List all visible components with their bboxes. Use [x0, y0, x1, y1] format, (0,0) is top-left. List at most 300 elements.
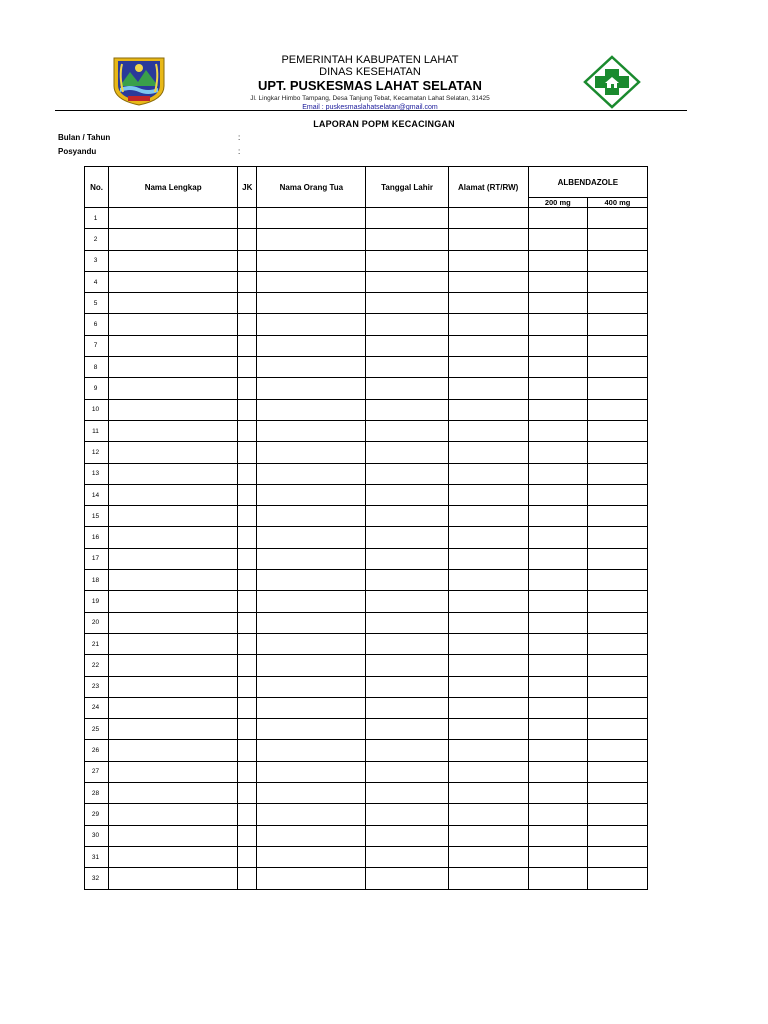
cell-200mg[interactable]: [528, 591, 587, 612]
row-number: 18: [85, 570, 109, 591]
cell-tanggal-lahir[interactable]: [366, 527, 448, 548]
cell-nama-orang-tua[interactable]: [257, 484, 366, 505]
cell-nama-orang-tua[interactable]: [257, 250, 366, 271]
table-row: [85, 442, 648, 463]
row-number: 32: [85, 868, 109, 889]
cell-nama-orang-tua[interactable]: [257, 527, 366, 548]
cell-200mg[interactable]: [528, 378, 587, 399]
cell-nama-orang-tua[interactable]: [257, 506, 366, 527]
cell-alamat[interactable]: [448, 868, 528, 889]
cell-tanggal-lahir[interactable]: [366, 442, 448, 463]
cell-tanggal-lahir[interactable]: [366, 846, 448, 867]
cell-alamat[interactable]: [448, 612, 528, 633]
cell-nama-orang-tua[interactable]: [257, 740, 366, 761]
table-row: [85, 314, 648, 335]
cell-nama-orang-tua[interactable]: [257, 208, 366, 229]
cell-tanggal-lahir[interactable]: [366, 420, 448, 441]
cell-200mg[interactable]: [528, 335, 587, 356]
cell-400mg[interactable]: [587, 484, 647, 505]
cell-400mg[interactable]: [587, 229, 647, 250]
cell-nama-orang-tua[interactable]: [257, 399, 366, 420]
cell-nama-lengkap[interactable]: [109, 804, 238, 825]
table-row: [85, 655, 648, 676]
cell-nama-lengkap[interactable]: [109, 591, 238, 612]
kabupaten-lahat-emblem-icon: [110, 56, 168, 106]
cell-nama-orang-tua[interactable]: [257, 548, 366, 569]
cell-nama-orang-tua[interactable]: [257, 719, 366, 740]
cell-nama-orang-tua[interactable]: [257, 314, 366, 335]
cell-tanggal-lahir[interactable]: [366, 357, 448, 378]
table-body: [85, 208, 648, 890]
cell-jk[interactable]: [238, 314, 257, 335]
field-label: Posyandu: [58, 147, 97, 156]
cell-jk[interactable]: [238, 229, 257, 250]
cell-nama-orang-tua[interactable]: [257, 357, 366, 378]
col-header-no: No.: [85, 167, 109, 208]
cell-tanggal-lahir[interactable]: [366, 633, 448, 654]
cell-jk[interactable]: [238, 633, 257, 654]
cell-nama-lengkap[interactable]: [109, 250, 238, 271]
row-number: 9: [85, 378, 109, 399]
cell-nama-lengkap[interactable]: [109, 761, 238, 782]
agency-name: DINAS KESEHATAN: [319, 66, 421, 78]
table-row: [85, 271, 648, 292]
cell-alamat[interactable]: [448, 484, 528, 505]
cell-jk[interactable]: [238, 804, 257, 825]
cell-alamat[interactable]: [448, 527, 528, 548]
cell-alamat[interactable]: [448, 719, 528, 740]
cell-alamat[interactable]: [448, 570, 528, 591]
cell-tanggal-lahir[interactable]: [366, 484, 448, 505]
cell-jk[interactable]: [238, 655, 257, 676]
table-row: [85, 846, 648, 867]
cell-alamat[interactable]: [448, 804, 528, 825]
cell-jk[interactable]: [238, 335, 257, 356]
cell-400mg[interactable]: [587, 314, 647, 335]
table-row: [85, 229, 648, 250]
cell-200mg[interactable]: [528, 484, 587, 505]
cell-jk[interactable]: [238, 783, 257, 804]
cell-jk[interactable]: [238, 506, 257, 527]
table-row: [85, 591, 648, 612]
row-number: 12: [85, 442, 109, 463]
cell-400mg[interactable]: [587, 293, 647, 314]
cell-200mg[interactable]: [528, 612, 587, 633]
cell-tanggal-lahir[interactable]: [366, 314, 448, 335]
row-number: 31: [85, 846, 109, 867]
cell-alamat[interactable]: [448, 357, 528, 378]
cell-nama-lengkap[interactable]: [109, 548, 238, 569]
table-row: [85, 484, 648, 505]
cell-nama-lengkap[interactable]: [109, 570, 238, 591]
cell-jk[interactable]: [238, 484, 257, 505]
field-separator: :: [238, 147, 241, 156]
cell-nama-orang-tua[interactable]: [257, 271, 366, 292]
table-row: [85, 399, 648, 420]
cell-200mg[interactable]: [528, 804, 587, 825]
cell-nama-lengkap[interactable]: [109, 271, 238, 292]
cell-nama-lengkap[interactable]: [109, 335, 238, 356]
cell-nama-orang-tua[interactable]: [257, 229, 366, 250]
table-row: [85, 804, 648, 825]
row-number: 26: [85, 740, 109, 761]
cell-jk[interactable]: [238, 442, 257, 463]
cell-400mg[interactable]: [587, 676, 647, 697]
row-number: 28: [85, 783, 109, 804]
cell-400mg[interactable]: [587, 506, 647, 527]
cell-nama-orang-tua[interactable]: [257, 442, 366, 463]
cell-nama-lengkap[interactable]: [109, 783, 238, 804]
row-number: 3: [85, 250, 109, 271]
cell-jk[interactable]: [238, 399, 257, 420]
cell-tanggal-lahir[interactable]: [366, 335, 448, 356]
cell-200mg[interactable]: [528, 868, 587, 889]
cell-tanggal-lahir[interactable]: [366, 740, 448, 761]
cell-400mg[interactable]: [587, 591, 647, 612]
cell-nama-lengkap[interactable]: [109, 484, 238, 505]
cell-alamat[interactable]: [448, 783, 528, 804]
letterhead: [0, 0, 768, 112]
cell-tanggal-lahir[interactable]: [366, 804, 448, 825]
cell-400mg[interactable]: [587, 399, 647, 420]
cell-jk[interactable]: [238, 612, 257, 633]
cell-jk[interactable]: [238, 420, 257, 441]
cell-nama-lengkap[interactable]: [109, 399, 238, 420]
cell-jk[interactable]: [238, 676, 257, 697]
table-row: [85, 250, 648, 271]
cell-tanggal-lahir[interactable]: [366, 676, 448, 697]
cell-200mg[interactable]: [528, 655, 587, 676]
table-row: [85, 527, 648, 548]
cell-400mg[interactable]: [587, 463, 647, 484]
cell-tanggal-lahir[interactable]: [366, 229, 448, 250]
cell-tanggal-lahir[interactable]: [366, 378, 448, 399]
table-row: [85, 697, 648, 718]
cell-400mg[interactable]: [587, 633, 647, 654]
cell-nama-orang-tua[interactable]: [257, 612, 366, 633]
cell-alamat[interactable]: [448, 208, 528, 229]
table-row: [85, 719, 648, 740]
cell-nama-orang-tua[interactable]: [257, 761, 366, 782]
col-header-tanggal-lahir: Tanggal Lahir: [366, 167, 448, 208]
row-number: 6: [85, 314, 109, 335]
col-header-alamat: Alamat (RT/RW): [448, 167, 528, 208]
cell-200mg[interactable]: [528, 271, 587, 292]
cell-alamat[interactable]: [448, 293, 528, 314]
cell-400mg[interactable]: [587, 846, 647, 867]
cell-200mg[interactable]: [528, 570, 587, 591]
cell-jk[interactable]: [238, 761, 257, 782]
table-row: [85, 378, 648, 399]
cell-nama-orang-tua[interactable]: [257, 804, 366, 825]
row-number: 11: [85, 420, 109, 441]
cell-nama-orang-tua[interactable]: [257, 570, 366, 591]
cell-nama-lengkap[interactable]: [109, 442, 238, 463]
puskesmas-cross-icon: [583, 55, 641, 109]
cell-nama-orang-tua[interactable]: [257, 293, 366, 314]
table-row: [85, 740, 648, 761]
cell-200mg[interactable]: [528, 761, 587, 782]
cell-200mg[interactable]: [528, 846, 587, 867]
cell-200mg[interactable]: [528, 740, 587, 761]
cell-200mg[interactable]: [528, 527, 587, 548]
table-row: [85, 612, 648, 633]
cell-nama-orang-tua[interactable]: [257, 378, 366, 399]
cell-tanggal-lahir[interactable]: [366, 570, 448, 591]
row-number: 16: [85, 527, 109, 548]
row-number: 23: [85, 676, 109, 697]
cell-tanggal-lahir[interactable]: [366, 208, 448, 229]
cell-tanggal-lahir[interactable]: [366, 825, 448, 846]
cell-nama-lengkap[interactable]: [109, 825, 238, 846]
cell-400mg[interactable]: [587, 250, 647, 271]
cell-nama-orang-tua[interactable]: [257, 846, 366, 867]
cell-jk[interactable]: [238, 868, 257, 889]
col-header-nama-orang-tua: Nama Orang Tua: [257, 167, 366, 208]
cell-400mg[interactable]: [587, 804, 647, 825]
cell-400mg[interactable]: [587, 442, 647, 463]
row-number: 22: [85, 655, 109, 676]
table-row: [85, 868, 648, 889]
cell-nama-orang-tua[interactable]: [257, 868, 366, 889]
row-number: 4: [85, 271, 109, 292]
cell-tanggal-lahir[interactable]: [366, 591, 448, 612]
cell-nama-lengkap[interactable]: [109, 314, 238, 335]
cell-alamat[interactable]: [448, 633, 528, 654]
cell-nama-lengkap[interactable]: [109, 527, 238, 548]
cell-400mg[interactable]: [587, 420, 647, 441]
cell-tanggal-lahir[interactable]: [366, 783, 448, 804]
cell-400mg[interactable]: [587, 570, 647, 591]
cell-alamat[interactable]: [448, 335, 528, 356]
cell-400mg[interactable]: [587, 527, 647, 548]
table-row: [85, 293, 648, 314]
row-number: 19: [85, 591, 109, 612]
cell-nama-orang-tua[interactable]: [257, 655, 366, 676]
cell-400mg[interactable]: [587, 655, 647, 676]
col-header-200mg: 200 mg: [528, 198, 587, 208]
cell-alamat[interactable]: [448, 463, 528, 484]
cell-tanggal-lahir[interactable]: [366, 506, 448, 527]
cell-alamat[interactable]: [448, 399, 528, 420]
cell-jk[interactable]: [238, 527, 257, 548]
row-number: 15: [85, 506, 109, 527]
cell-tanggal-lahir[interactable]: [366, 463, 448, 484]
cell-jk[interactable]: [238, 271, 257, 292]
cell-nama-lengkap[interactable]: [109, 846, 238, 867]
cell-nama-lengkap[interactable]: [109, 378, 238, 399]
row-number: 30: [85, 825, 109, 846]
cell-400mg[interactable]: [587, 208, 647, 229]
cell-200mg[interactable]: [528, 548, 587, 569]
row-number: 20: [85, 612, 109, 633]
table-row: [85, 506, 648, 527]
cell-400mg[interactable]: [587, 825, 647, 846]
row-number: 10: [85, 399, 109, 420]
cell-nama-lengkap[interactable]: [109, 208, 238, 229]
cell-400mg[interactable]: [587, 548, 647, 569]
cell-alamat[interactable]: [448, 314, 528, 335]
row-number: 14: [85, 484, 109, 505]
cell-200mg[interactable]: [528, 399, 587, 420]
cell-tanggal-lahir[interactable]: [366, 271, 448, 292]
cell-400mg[interactable]: [587, 357, 647, 378]
cell-200mg[interactable]: [528, 314, 587, 335]
col-header-albendazole: ALBENDAZOLE: [528, 167, 647, 198]
cell-tanggal-lahir[interactable]: [366, 250, 448, 271]
cell-nama-lengkap[interactable]: [109, 293, 238, 314]
cell-200mg[interactable]: [528, 208, 587, 229]
cell-alamat[interactable]: [448, 378, 528, 399]
cell-nama-lengkap[interactable]: [109, 463, 238, 484]
cell-200mg[interactable]: [528, 676, 587, 697]
cell-200mg[interactable]: [528, 783, 587, 804]
cell-nama-lengkap[interactable]: [109, 357, 238, 378]
cell-alamat[interactable]: [448, 420, 528, 441]
cell-jk[interactable]: [238, 250, 257, 271]
cell-400mg[interactable]: [587, 761, 647, 782]
cell-400mg[interactable]: [587, 719, 647, 740]
cell-nama-lengkap[interactable]: [109, 420, 238, 441]
cell-nama-orang-tua[interactable]: [257, 420, 366, 441]
table-row: [85, 357, 648, 378]
field-posyandu: [58, 147, 241, 156]
cell-400mg[interactable]: [587, 868, 647, 889]
col-header-400mg: 400 mg: [587, 198, 647, 208]
cell-alamat[interactable]: [448, 442, 528, 463]
cell-jk[interactable]: [238, 846, 257, 867]
cell-400mg[interactable]: [587, 612, 647, 633]
cell-400mg[interactable]: [587, 783, 647, 804]
cell-jk[interactable]: [238, 208, 257, 229]
cell-nama-lengkap[interactable]: [109, 740, 238, 761]
cell-nama-lengkap[interactable]: [109, 506, 238, 527]
cell-jk[interactable]: [238, 591, 257, 612]
cell-nama-lengkap[interactable]: [109, 229, 238, 250]
cell-200mg[interactable]: [528, 633, 587, 654]
cell-400mg[interactable]: [587, 335, 647, 356]
cell-nama-orang-tua[interactable]: [257, 463, 366, 484]
cell-tanggal-lahir[interactable]: [366, 548, 448, 569]
cell-nama-lengkap[interactable]: [109, 697, 238, 718]
letterhead-divider: [55, 110, 687, 111]
cell-alamat[interactable]: [448, 229, 528, 250]
cell-jk[interactable]: [238, 548, 257, 569]
field-separator: :: [238, 133, 241, 142]
row-number: 24: [85, 697, 109, 718]
cell-200mg[interactable]: [528, 463, 587, 484]
cell-jk[interactable]: [238, 570, 257, 591]
cell-400mg[interactable]: [587, 378, 647, 399]
cell-jk[interactable]: [238, 293, 257, 314]
cell-nama-lengkap[interactable]: [109, 719, 238, 740]
row-number: 2: [85, 229, 109, 250]
table-row: [85, 570, 648, 591]
cell-nama-lengkap[interactable]: [109, 612, 238, 633]
cell-alamat[interactable]: [448, 846, 528, 867]
email-link[interactable]: Email : puskesmaslahatselatan@gmail.com: [302, 104, 438, 111]
cell-nama-orang-tua[interactable]: [257, 783, 366, 804]
cell-nama-lengkap[interactable]: [109, 868, 238, 889]
cell-nama-orang-tua[interactable]: [257, 591, 366, 612]
cell-jk[interactable]: [238, 740, 257, 761]
cell-alamat[interactable]: [448, 825, 528, 846]
cell-alamat[interactable]: [448, 271, 528, 292]
cell-200mg[interactable]: [528, 420, 587, 441]
cell-alamat[interactable]: [448, 676, 528, 697]
cell-jk[interactable]: [238, 357, 257, 378]
cell-200mg[interactable]: [528, 229, 587, 250]
cell-jk[interactable]: [238, 719, 257, 740]
cell-jk[interactable]: [238, 378, 257, 399]
cell-alamat[interactable]: [448, 506, 528, 527]
cell-200mg[interactable]: [528, 293, 587, 314]
cell-200mg[interactable]: [528, 250, 587, 271]
row-number: 13: [85, 463, 109, 484]
cell-nama-orang-tua[interactable]: [257, 676, 366, 697]
cell-200mg[interactable]: [528, 506, 587, 527]
row-number: 7: [85, 335, 109, 356]
institution-name: UPT. PUSKESMAS LAHAT SELATAN: [258, 78, 482, 93]
cell-tanggal-lahir[interactable]: [366, 697, 448, 718]
cell-alamat[interactable]: [448, 697, 528, 718]
row-number: 5: [85, 293, 109, 314]
letterhead-text: [170, 54, 570, 113]
cell-nama-lengkap[interactable]: [109, 676, 238, 697]
address-line: Jl. Lingkar Himbo Tampang, Desa Tanjung Tebat, Kecamatan Lahat Selatan, 31425: [250, 95, 490, 102]
cell-200mg[interactable]: [528, 442, 587, 463]
table-row: [85, 208, 648, 229]
cell-alamat[interactable]: [448, 761, 528, 782]
cell-nama-lengkap[interactable]: [109, 655, 238, 676]
cell-400mg[interactable]: [587, 271, 647, 292]
cell-200mg[interactable]: [528, 357, 587, 378]
cell-200mg[interactable]: [528, 825, 587, 846]
cell-alamat[interactable]: [448, 591, 528, 612]
cell-alamat[interactable]: [448, 250, 528, 271]
cell-tanggal-lahir[interactable]: [366, 719, 448, 740]
cell-tanggal-lahir[interactable]: [366, 761, 448, 782]
cell-tanggal-lahir[interactable]: [366, 655, 448, 676]
cell-nama-orang-tua[interactable]: [257, 335, 366, 356]
cell-400mg[interactable]: [587, 697, 647, 718]
cell-nama-orang-tua[interactable]: [257, 633, 366, 654]
cell-alamat[interactable]: [448, 655, 528, 676]
cell-tanggal-lahir[interactable]: [366, 293, 448, 314]
table-row: [85, 783, 648, 804]
cell-tanggal-lahir[interactable]: [366, 868, 448, 889]
cell-nama-orang-tua[interactable]: [257, 825, 366, 846]
cell-nama-orang-tua[interactable]: [257, 697, 366, 718]
cell-nama-lengkap[interactable]: [109, 633, 238, 654]
cell-alamat[interactable]: [448, 548, 528, 569]
table-row: [85, 548, 648, 569]
row-number: 27: [85, 761, 109, 782]
cell-200mg[interactable]: [528, 697, 587, 718]
row-number: 21: [85, 633, 109, 654]
cell-tanggal-lahir[interactable]: [366, 399, 448, 420]
field-label: Bulan / Tahun: [58, 133, 111, 142]
cell-jk[interactable]: [238, 463, 257, 484]
table-row: [85, 633, 648, 654]
cell-200mg[interactable]: [528, 719, 587, 740]
cell-jk[interactable]: [238, 825, 257, 846]
table-row: [85, 463, 648, 484]
cell-400mg[interactable]: [587, 740, 647, 761]
cell-tanggal-lahir[interactable]: [366, 612, 448, 633]
cell-alamat[interactable]: [448, 740, 528, 761]
cell-jk[interactable]: [238, 697, 257, 718]
